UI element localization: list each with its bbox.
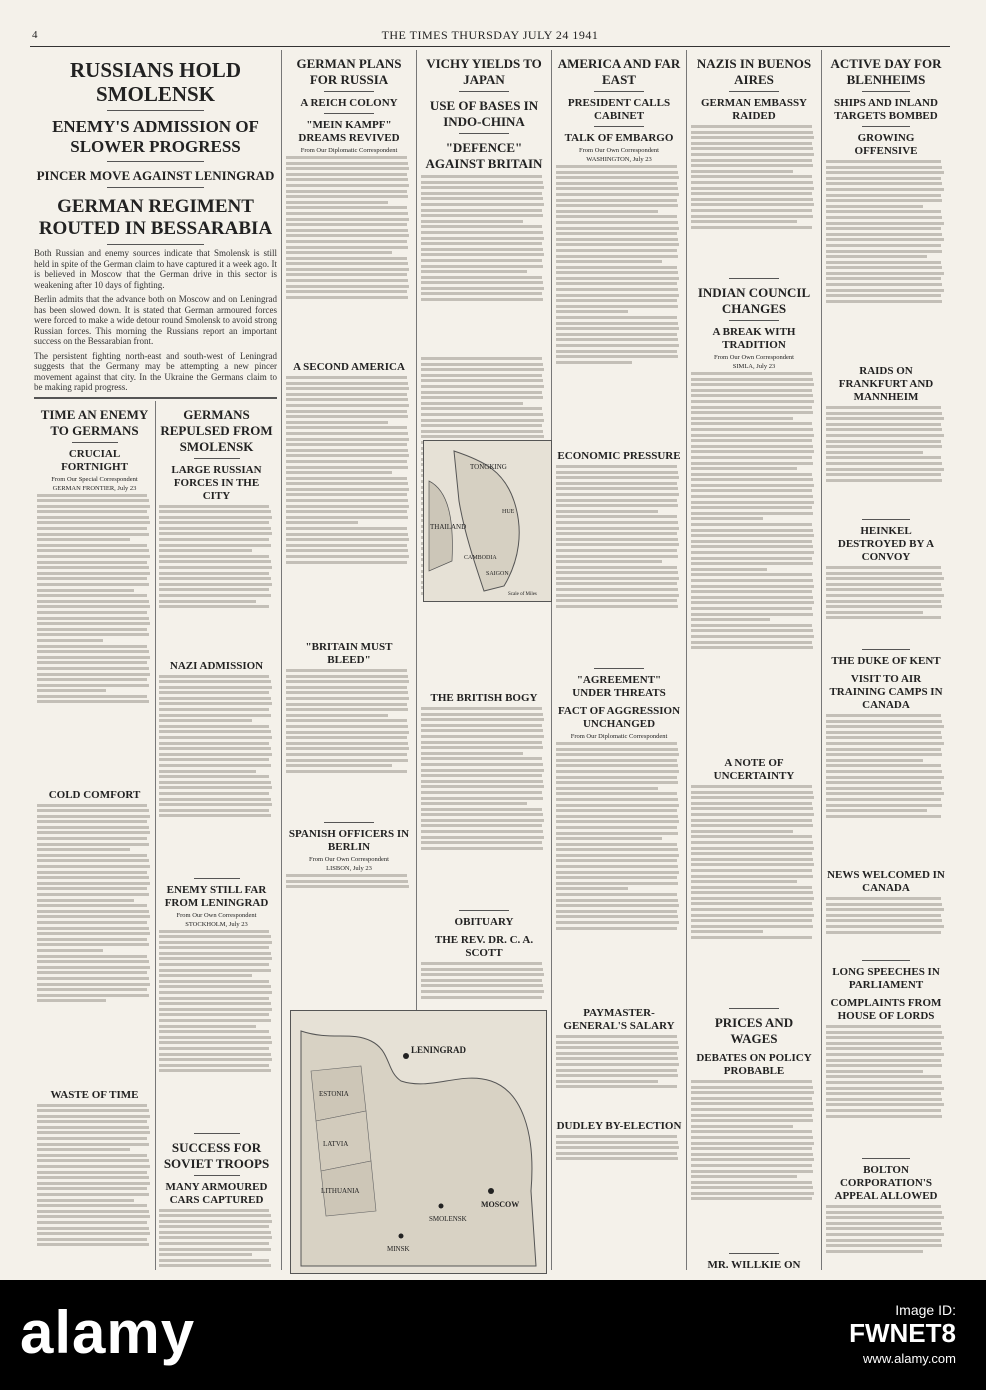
subhead-ships-bombed: SHIPS AND INLAND TARGETS BOMBED bbox=[834, 97, 938, 122]
watermark-label: Image ID: bbox=[895, 1302, 956, 1318]
body-text bbox=[286, 156, 412, 356]
subhead-long-speeches: LONG SPEECHES IN PARLIAMENT bbox=[832, 966, 940, 991]
map-label: CAMBODIA bbox=[464, 555, 497, 561]
watermark-id bbox=[849, 1302, 956, 1366]
headline-active-day: ACTIVE DAY FOR BLENHEIMS bbox=[830, 56, 942, 87]
body-text bbox=[826, 1025, 946, 1155]
subhead-break-tradition: A BREAK WITH TRADITION bbox=[712, 326, 796, 351]
page-number: 4 bbox=[32, 29, 38, 41]
body-text bbox=[826, 897, 946, 957]
lead-paragraph-1: Both Russian and enemy sources indicate that Smolensk is still held in spite of the German claim to have captured it a week ago. It is believed in Moscow that the German drive in this sector is weakening after 10 days of fighting. bbox=[34, 248, 277, 290]
subhead-duke-kent: THE DUKE OF KENT bbox=[831, 655, 941, 667]
byline: From Our Own Correspondent bbox=[309, 856, 389, 863]
body-text bbox=[691, 372, 817, 752]
map-label: SAIGON bbox=[486, 571, 509, 577]
subhead-success-soviet: SUCCESS FOR SOVIET TROOPS bbox=[163, 1139, 270, 1171]
subhead-cold-comfort: COLD COMFORT bbox=[48, 788, 141, 801]
smolensk-subcolumns bbox=[34, 401, 277, 1271]
map-indochina bbox=[423, 440, 552, 602]
dateline: GERMAN FRONTIER, July 23 bbox=[52, 484, 137, 492]
subhead-use-of-bases: USE OF BASES IN INDO-CHINA bbox=[429, 98, 539, 129]
dateline: SIMLA, July 23 bbox=[732, 363, 776, 370]
watermark-image-id: FWNET8 bbox=[849, 1318, 956, 1348]
subhead-growing-offensive: GROWING OFFENSIVE bbox=[854, 132, 918, 157]
map-indochina-svg bbox=[424, 441, 551, 601]
body-text bbox=[37, 1104, 152, 1271]
body-text bbox=[286, 376, 412, 636]
subhead-defence-britain: "DEFENCE" AGAINST BRITAIN bbox=[425, 140, 543, 171]
subhead-embassy-raided: GERMAN EMBASSY RAIDED bbox=[700, 97, 808, 122]
subcolumn-right bbox=[156, 401, 277, 1271]
body-text bbox=[826, 566, 946, 646]
column-buenos-aires bbox=[687, 50, 822, 1270]
headline-time-enemy: TIME AN ENEMY TO GERMANS bbox=[40, 406, 149, 438]
subhead-crucial-fortnight: CRUCIAL FORTNIGHT bbox=[61, 447, 128, 473]
map-label: HUE bbox=[502, 509, 515, 515]
subcolumn-left bbox=[34, 401, 156, 1271]
subhead-aggression: FACT OF AGGRESSION UNCHANGED bbox=[557, 705, 681, 730]
byline: From Our Own Correspondent bbox=[579, 147, 659, 154]
body-text bbox=[826, 406, 946, 516]
map-label: LITHUANIA bbox=[321, 1187, 360, 1195]
subhead-mein-kampf: "MEIN KAMPF" DREAMS REVIVED bbox=[298, 119, 400, 144]
byline: From Our Own Correspondent bbox=[714, 354, 794, 361]
body-text bbox=[159, 505, 274, 655]
column-smolensk bbox=[30, 50, 282, 1270]
column-blenheims bbox=[822, 50, 950, 1270]
map-label: MOSCOW bbox=[481, 1200, 520, 1209]
body-text bbox=[421, 175, 547, 355]
headline-nazis-buenos-aires: NAZIS IN BUENOS AIRES bbox=[696, 56, 812, 87]
subhead-dudley: DUDLEY BY-ELECTION bbox=[556, 1120, 682, 1132]
headline-prices-wages: PRICES AND WAGES bbox=[714, 1015, 794, 1046]
subhead-complaints-lords: COMPLAINTS FROM HOUSE OF LORDS bbox=[830, 997, 942, 1022]
body-text bbox=[556, 742, 682, 1002]
subhead-heinkel: HEINKEL DESTROYED BY A CONVOY bbox=[837, 525, 935, 563]
subhead-obituary: OBITUARY bbox=[454, 916, 514, 928]
body-text bbox=[286, 874, 412, 904]
subhead-waste-of-time: WASTE OF TIME bbox=[50, 1088, 139, 1101]
masthead-title: THE TIMES THURSDAY JULY 24 1941 bbox=[381, 28, 599, 42]
subhead-reich-colony: A REICH COLONY bbox=[300, 97, 398, 109]
subhead-uncertainty: A NOTE OF UNCERTAINTY bbox=[713, 757, 795, 782]
body-text bbox=[159, 1209, 274, 1271]
map-label: LENINGRAD bbox=[411, 1045, 467, 1055]
body-text bbox=[37, 804, 152, 1084]
subhead-embargo: TALK OF EMBARGO bbox=[564, 132, 674, 144]
watermark-site: www.alamy.com bbox=[863, 1351, 956, 1366]
subhead-spanish-officers: SPANISH OFFICERS IN BERLIN bbox=[288, 828, 410, 853]
subhead-enemy-far: ENEMY STILL FAR FROM LENINGRAD bbox=[164, 883, 269, 909]
subhead-british-bogy: THE BRITISH BOGY bbox=[430, 692, 538, 704]
subhead-large-forces: LARGE RUSSIAN FORCES IN THE CITY bbox=[171, 463, 262, 502]
body-text bbox=[286, 669, 412, 819]
body-text bbox=[826, 714, 946, 864]
body-text bbox=[556, 465, 682, 665]
byline: From Our Diplomatic Correspondent bbox=[300, 147, 398, 154]
subhead-president-cabinet: PRESIDENT CALLS CABINET bbox=[567, 97, 671, 122]
map-label: TONGKING bbox=[470, 463, 507, 471]
subhead-bolton: BOLTON CORPORATION'S APPEAL ALLOWED bbox=[834, 1164, 938, 1202]
body-text bbox=[159, 930, 274, 1130]
column-america bbox=[552, 50, 687, 1270]
body-text bbox=[556, 165, 682, 445]
lead-paragraph-3: The persistent fighting north-east and south-west of Leningrad suggests that the Germany may be attempting a new pincer movement against that city. In the Ukraine the Germans claim to be making rapid progress. bbox=[34, 350, 277, 392]
subhead-nazi-admission: NAZI ADMISSION bbox=[169, 659, 264, 672]
byline: From Our Diplomatic Correspondent bbox=[570, 733, 668, 740]
map-label: SMOLENSK bbox=[429, 1215, 467, 1223]
map-label: THAILAND bbox=[430, 523, 467, 531]
body-text bbox=[691, 125, 817, 275]
dateline: WASHINGTON, July 23 bbox=[586, 156, 652, 163]
subhead-raids-frankfurt: RAIDS ON FRANKFURT AND MANNHEIM bbox=[838, 365, 934, 403]
map-russia-svg bbox=[291, 1011, 546, 1273]
subhead-economic-pressure: ECONOMIC PRESSURE bbox=[557, 450, 681, 462]
subhead-news-canada: NEWS WELCOMED IN CANADA bbox=[827, 869, 945, 894]
byline: From Our Special Correspondent bbox=[51, 475, 138, 483]
subhead-visit-camps: VISIT TO AIR TRAINING CAMPS IN CANADA bbox=[829, 673, 943, 711]
subhead-obit-scott: THE REV. DR. C. A. SCOTT bbox=[434, 934, 534, 959]
map-label: ESTONIA bbox=[319, 1090, 349, 1098]
map-scale: Scale of Miles bbox=[508, 592, 537, 597]
body-text bbox=[37, 494, 152, 784]
headline-german-plans: GERMAN PLANS FOR RUSSIA bbox=[296, 56, 402, 87]
subhead-second-america: A SECOND AMERICA bbox=[293, 361, 405, 373]
body-text bbox=[691, 785, 817, 1005]
subhead-armoured-cars: MANY ARMOURED CARS CAPTURED bbox=[165, 1180, 268, 1206]
map-label: MINSK bbox=[387, 1245, 410, 1253]
body-text bbox=[159, 675, 274, 875]
headline-indian-council: INDIAN COUNCIL CHANGES bbox=[697, 285, 811, 316]
body-text bbox=[691, 1080, 817, 1250]
byline: From Our Own Correspondent bbox=[176, 911, 257, 919]
headline-america-far-east: AMERICA AND FAR EAST bbox=[557, 56, 681, 87]
map-label: LATVIA bbox=[323, 1140, 349, 1148]
dateline: LISBON, July 23 bbox=[326, 865, 372, 872]
body-text bbox=[826, 1205, 946, 1270]
headline-russians-hold: RUSSIANS HOLD SMOLENSK bbox=[70, 58, 241, 106]
body-text bbox=[421, 707, 547, 907]
subhead-paymaster: PAYMASTER-GENERAL'S SALARY bbox=[563, 1007, 675, 1032]
subhead-britain-bleed: "BRITAIN MUST BLEED" bbox=[305, 641, 393, 666]
headline-germans-repulsed: GERMANS REPULSED FROM SMOLENSK bbox=[160, 406, 273, 454]
watermark-logo: alamy bbox=[20, 1299, 196, 1366]
masthead bbox=[30, 26, 950, 47]
subhead-pincer: PINCER MOVE AGAINST LENINGRAD bbox=[36, 168, 275, 183]
body-text bbox=[826, 160, 946, 360]
dateline: STOCKHOLM, July 23 bbox=[185, 920, 248, 928]
subhead-agreement-threats: "AGREEMENT" UNDER THREATS bbox=[572, 674, 666, 699]
headline-vichy-yields: VICHY YIELDS TO JAPAN bbox=[426, 56, 542, 87]
subhead-willkie: MR. WILLKIE ON bbox=[707, 1259, 801, 1270]
subhead-regiment-routed: GERMAN REGIMENT ROUTED IN BESSARABIA bbox=[38, 196, 273, 239]
lead-paragraph-2: Berlin admits that the advance both on Moscow and on Leningrad has been slowed down. It is stated that German armoured forces were forced to make a wide detour round Smolensk to avoid strong Russian forces. This morning the Russians report an important success on the Bessarabian front. bbox=[34, 294, 277, 346]
body-text bbox=[556, 1035, 682, 1115]
subhead-enemy-admission: ENEMY'S ADMISSION OF SLOWER PROGRESS bbox=[52, 117, 259, 156]
subhead-debates-policy: DEBATES ON POLICY PROBABLE bbox=[696, 1052, 812, 1077]
body-text bbox=[556, 1135, 682, 1175]
map-russia bbox=[290, 1010, 547, 1274]
